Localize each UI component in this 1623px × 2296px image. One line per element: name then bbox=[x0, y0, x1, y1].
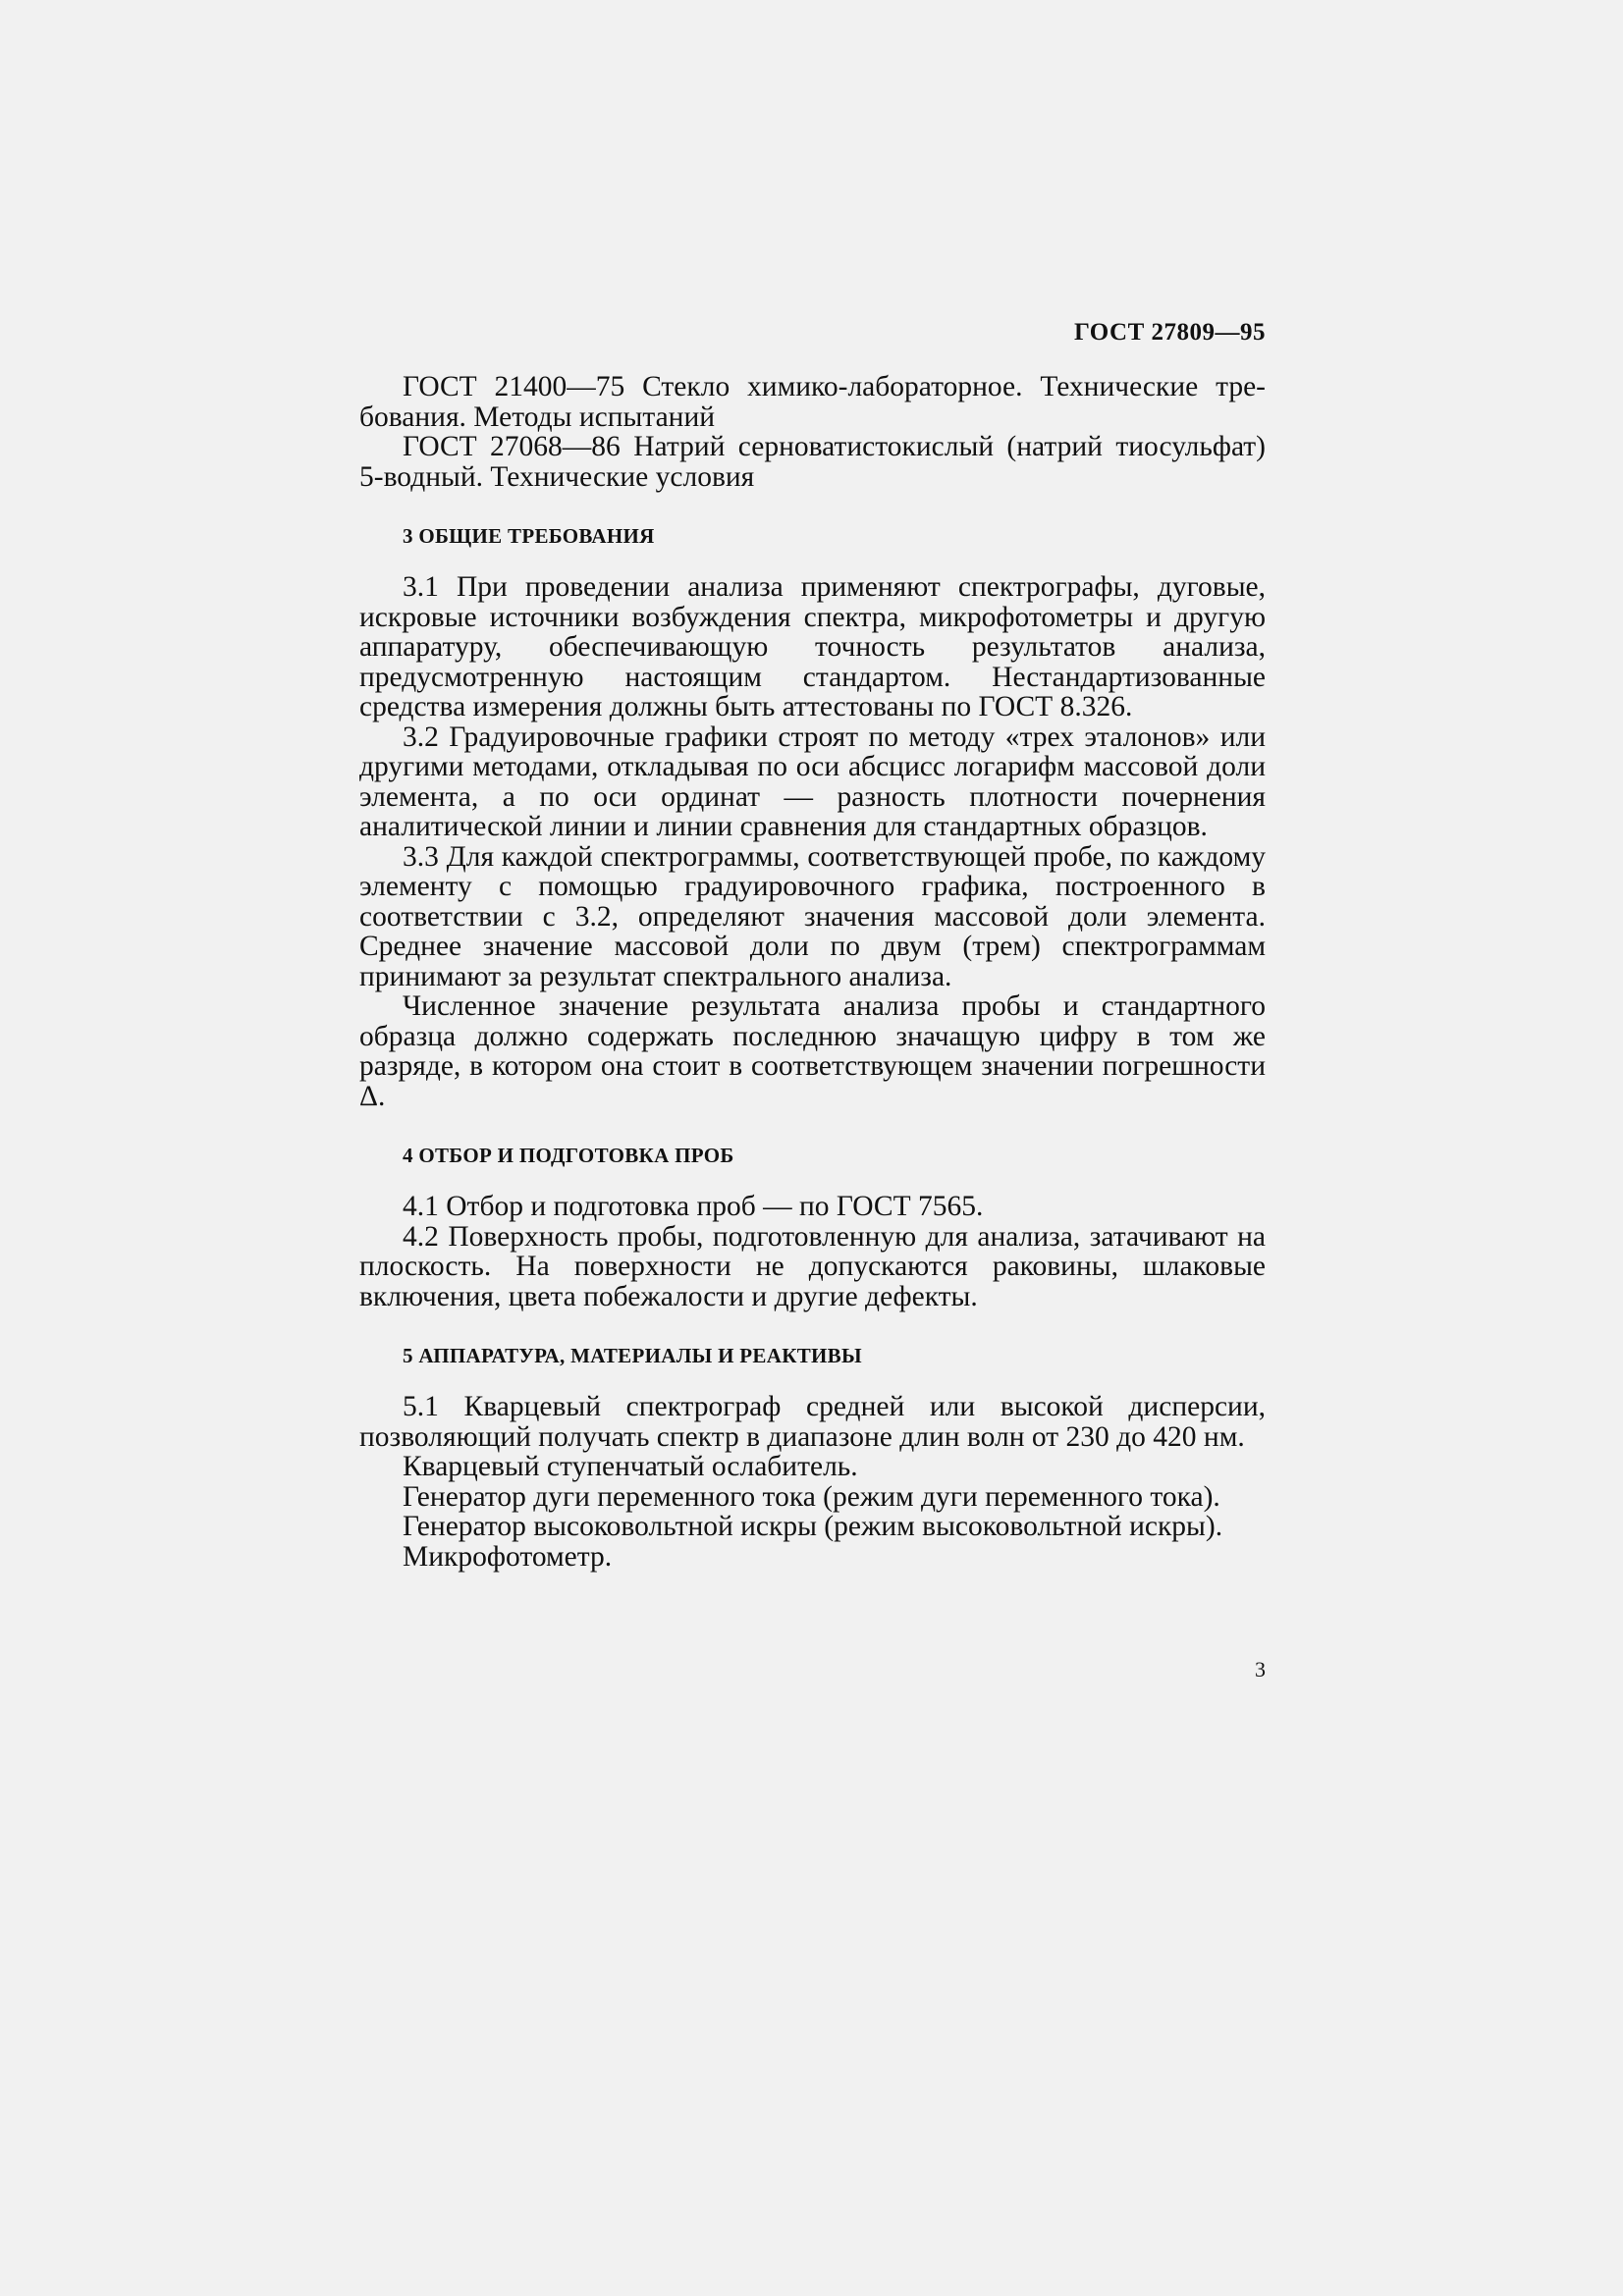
paragraph-4-1: 4.1 Отбор и подготовка проб — по ГОСТ 7565. bbox=[403, 1191, 984, 1222]
section-4-heading: 4 ОТБОР И ПОДГОТОВКА ПРОБ bbox=[403, 1144, 734, 1167]
page-number: 3 bbox=[1255, 1657, 1266, 1682]
reference-gost-27068: ГОСТ 27068—86 Натрий серноватистокислый (натрий тиосульфат) 5-водный. Технические условия bbox=[359, 431, 1266, 493]
page-content bbox=[359, 319, 1266, 1572]
paragraph-3-1: 3.1 При проведении анализа применяют спектрографы, дуговые, искровые источники возбуждения спектра, микрофотометры и другую аппаратуру, обеспечивающую точность результатов анализа, предусмотренную настоящим стандартом. Нестандартизованные средства измерения должны быть аттестованы по ГОСТ 8.326. bbox=[359, 571, 1266, 722]
paragraph-3-2: 3.2 Градуировочные графики строят по методу «трех эталонов» или другими методами, откладывая по оси абсцисс логарифм массовой доли элемента, а по оси ординат — разность плотности почернения аналитической линии и линии сравнения для стандартных образцов. bbox=[359, 721, 1266, 842]
equipment-attenuator: Кварцевый ступенчатый ослабитель. bbox=[403, 1451, 858, 1482]
equipment-arc-generator: Генератор дуги переменного тока (режим дуги переменного тока). bbox=[403, 1480, 1220, 1513]
paragraph-3-3-numeric: Численное значение результата анализа пробы и стандартного образца должно содержать последнюю значащую цифру в том же разряде, в котором она стоит в соответствующем значении погрешности Δ. bbox=[359, 990, 1266, 1112]
section-5-heading: 5 АППАРАТУРА, МАТЕРИАЛЫ И РЕАКТИВЫ bbox=[403, 1344, 862, 1367]
paragraph-4-2: 4.2 Поверхность пробы, подготовленную для анализа, затачивают на плоскость. На поверхности не допускаются раковины, шлаковые включения, цвета побежалости и другие дефекты. bbox=[359, 1220, 1266, 1312]
reference-gost-21400: ГОСТ 21400—75 Стекло химико-лабораторное. Технические требования. Методы испытаний bbox=[359, 371, 1266, 433]
equipment-microphotometer: Микрофотометр. bbox=[403, 1540, 613, 1573]
paragraph-3-3: 3.3 Для каждой спектрограммы, соответствующей пробе, по каждому элементу с помощью градуировочного графика, построенного в соответствии с 3.2, определяют значения массовой доли элемента. Среднее значение массовой доли по двум (трем) спектрограммам принимают за результат спектрального анализа. bbox=[359, 840, 1266, 992]
paragraph-5-1: 5.1 Кварцевый спектрограф средней или высокой дисперсии, позволяющий получать спектр в диапазоне длин волн от 230 до 420 нм. bbox=[359, 1391, 1266, 1453]
equipment-spark-generator: Генератор высоковольтной искры (режим высоковольтной искры). bbox=[403, 1511, 1223, 1542]
running-header: ГОСТ 27809—95 bbox=[1073, 319, 1266, 346]
section-3-heading: 3 ОБЩИЕ ТРЕБОВАНИЯ bbox=[403, 524, 655, 548]
